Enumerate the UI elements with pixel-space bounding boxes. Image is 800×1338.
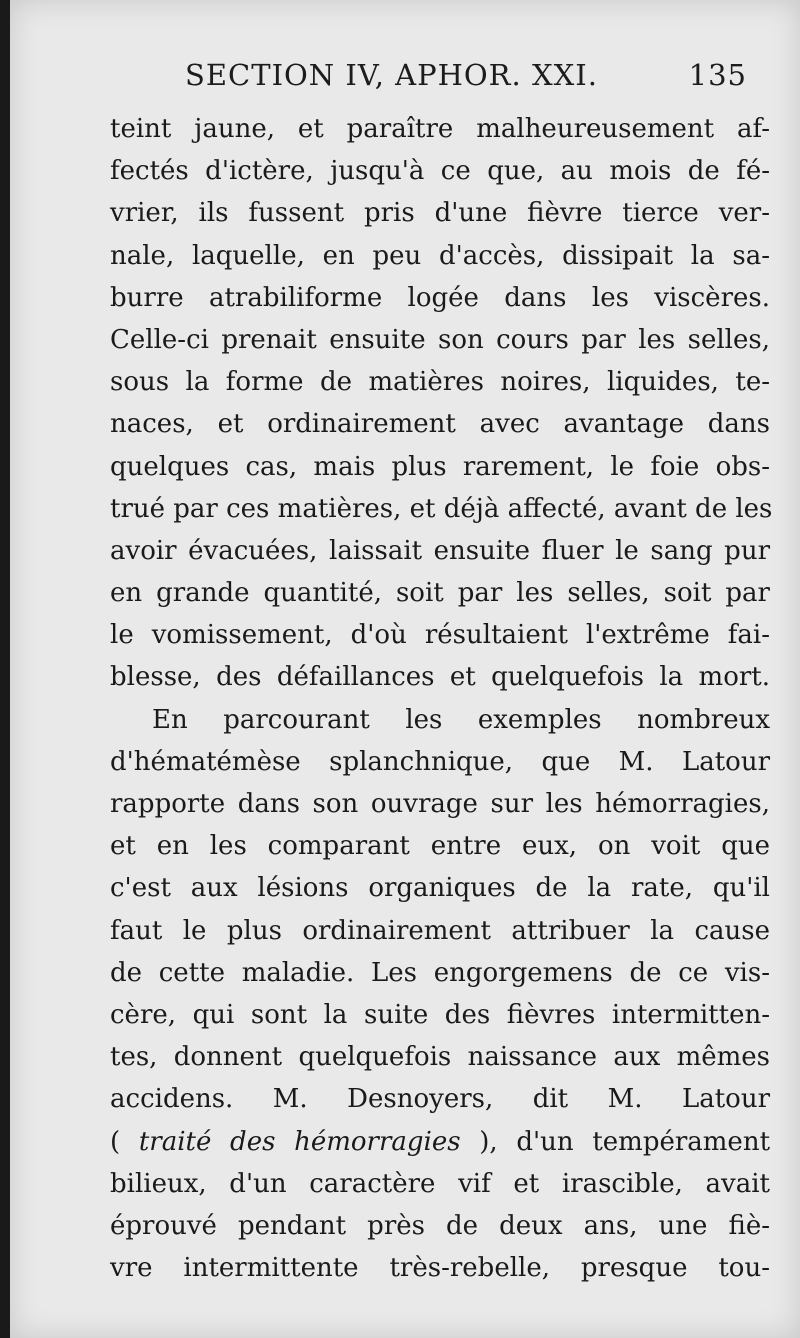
- text-line: bilieux, d'un caractère vif et irascible, avait: [110, 1168, 770, 1199]
- text-line: fectés d'ictère, jusqu'à ce que, au mois de fé-: [110, 156, 770, 187]
- text-line: sous la forme de matières noires, liquides, te-: [110, 367, 770, 398]
- text-line: accidens. M. Desnoyers, dit M. Latour: [110, 1084, 770, 1115]
- text-line: cère, qui sont la suite des fièvres intermitten-: [110, 999, 770, 1030]
- running-head: SECTION IV, APHOR. XXI.: [185, 58, 598, 92]
- text-line: teint jaune, et paraître malheureusement af-: [110, 114, 770, 144]
- text-line: d'hématémèse splanchnique, que M. Latour: [110, 746, 770, 777]
- text-line: le vomissement, d'où résultaient l'extrême fai-: [110, 620, 770, 651]
- text-line: vrier, ils fussent pris d'une fièvre tierce ver-: [110, 198, 770, 229]
- text-line: Celle-ci prenait ensuite son cours par les selles,: [110, 324, 770, 355]
- body-text: [110, 108, 773, 1289]
- page-header: [185, 58, 765, 102]
- text-line: éprouvé pendant près de deux ans, une fiè-: [110, 1210, 770, 1241]
- citation-open: (: [110, 1126, 121, 1157]
- book-page: [10, 0, 800, 1338]
- text-line: burre atrabiliforme logée dans les viscères.: [110, 282, 770, 313]
- text-line: de cette maladie. Les engorgemens de ce vis-: [110, 957, 770, 988]
- text-line: tes, donnent quelquefois naissance aux mêmes: [110, 1042, 770, 1073]
- text-line: quelques cas, mais plus rarement, le foie obs-: [110, 451, 770, 482]
- page-number: 135: [688, 58, 747, 92]
- text-line: rapporte dans son ouvrage sur les hémorragies,: [110, 789, 770, 819]
- text-line-with-citation: [110, 1121, 770, 1163]
- text-line: avoir évacuées, laissait ensuite fluer le sang pur: [110, 535, 770, 566]
- citation-title: traité des hémorragies: [138, 1126, 461, 1157]
- text-line: vre intermittente très-rebelle, presque tou-: [110, 1253, 770, 1284]
- text-line: c'est aux lésions organiques de la rate, qu'il: [110, 873, 770, 904]
- text-line: naces, et ordinairement avec avantage dans: [110, 409, 770, 440]
- paragraph-start-line: En parcourant les exemples nombreux: [152, 704, 770, 735]
- text-line: trué par ces matières, et déjà affecté, avant de les: [110, 493, 773, 524]
- text-line: et en les comparant entre eux, on voit que: [110, 831, 770, 862]
- text-line: en grande quantité, soit par les selles, soit par: [110, 578, 770, 609]
- text-line: faut le plus ordinairement attribuer la cause: [110, 915, 770, 946]
- text-line: nale, laquelle, en peu d'accès, dissipait la sa-: [110, 240, 770, 271]
- text-line: blesse, des défaillances et quelquefois la mort.: [110, 662, 770, 693]
- citation-close: ), d'un tempérament: [479, 1126, 771, 1157]
